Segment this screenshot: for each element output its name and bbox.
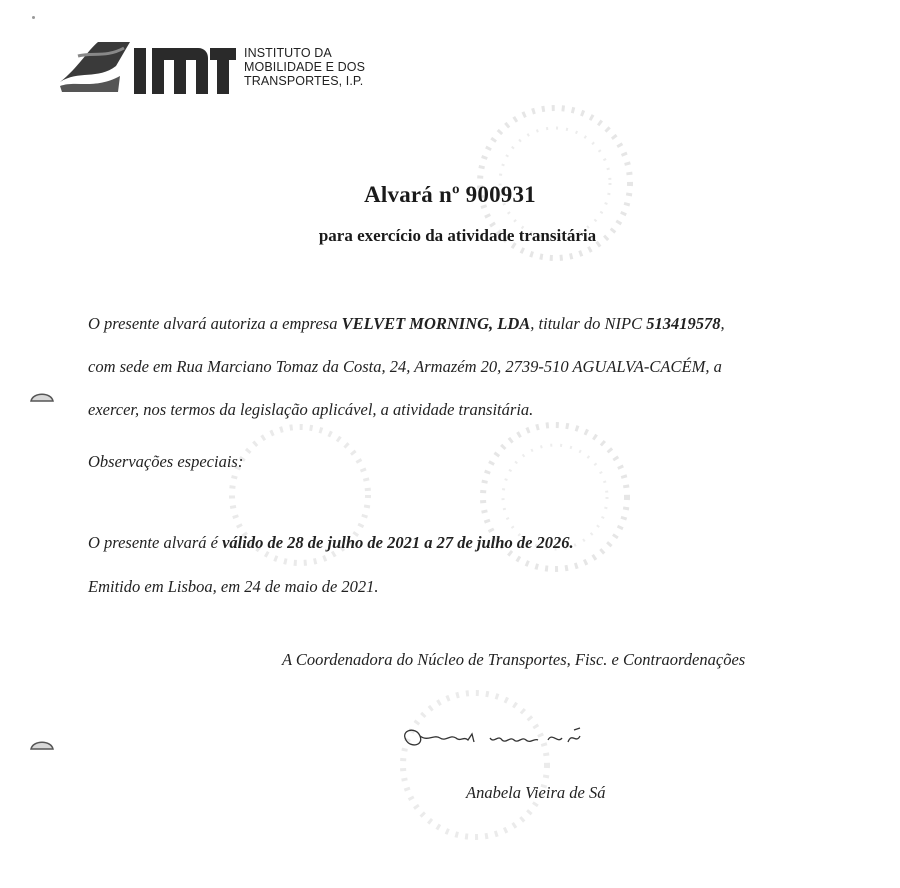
handwritten-signature-icon [398,722,588,754]
body-line-1 [88,314,725,334]
document-subtitle: para exercício da atividade transitária [318,226,597,245]
embossed-seal-icon [470,412,640,582]
text: O presente alvará é [88,533,223,552]
text: , [720,314,725,333]
validity-dates: válido de 28 de julho de 2021 a 27 de julho de 2026. [222,533,574,552]
scan-speck [32,16,35,19]
org-name [244,46,365,88]
validity-line [88,533,574,553]
punch-hole-icon [30,388,54,402]
observations-label: Observações especiais: [88,452,244,471]
signer-role: A Coordenadora do Núcleo de Transportes, Fisc. e Contraordenações [282,650,746,669]
text: , titular do NIPC [530,314,647,333]
company-name: VELVET MORNING, LDA [341,314,531,333]
imt-logo [58,40,378,100]
body-line-2: com sede em Rua Marciano Tomaz da Costa, 24, Armazém 20, 2739-510 AGUALVA-CACÉM, a [88,357,722,376]
punch-hole-icon [30,736,54,750]
org-line-3: TRANSPORTES, I.P. [244,74,364,88]
signer-name: Anabela Vieira de Sá [466,783,606,802]
issued-line: Emitido em Lisboa, em 24 de maio de 2021. [88,577,379,596]
body-line-3: exercer, nos termos da legislação aplicável, a atividade transitária. [88,400,534,419]
text: O presente alvará autoriza a empresa [88,314,342,333]
org-line-2: MOBILIDADE E DOS [244,60,366,74]
org-line-1: INSTITUTO DA [244,46,332,60]
imt-logo-mark-icon [58,40,238,100]
nipc-number: 513419578 [646,314,721,333]
embossed-seal-icon [395,680,555,850]
document-title: Alvará nº 900931 [364,182,536,207]
